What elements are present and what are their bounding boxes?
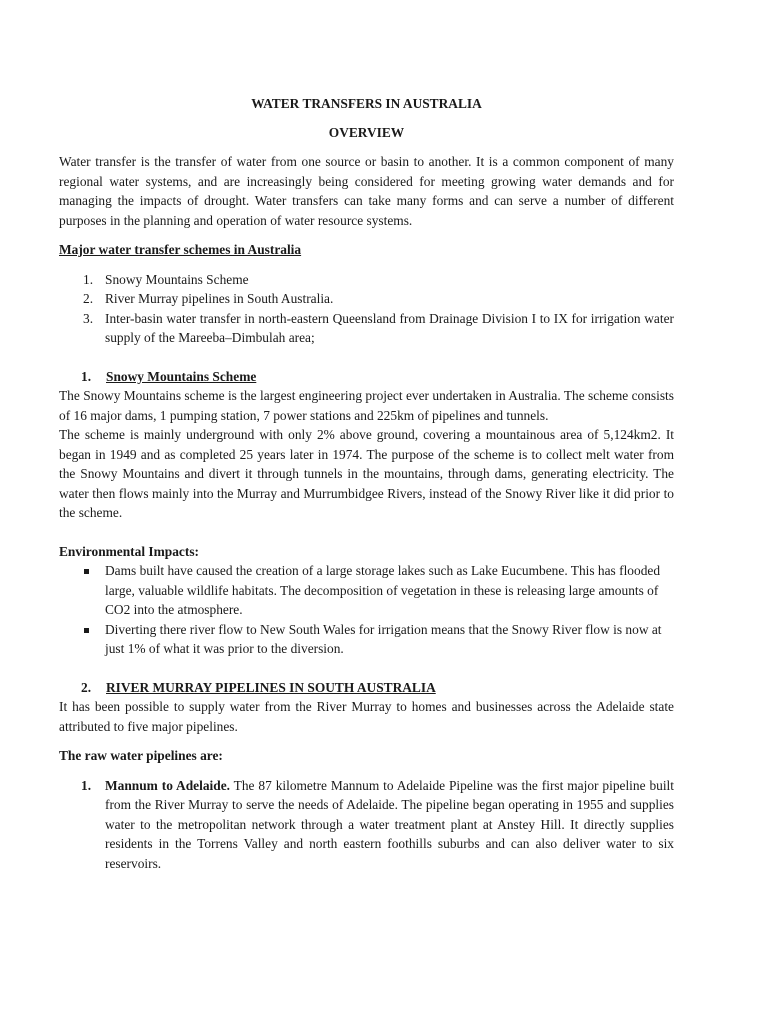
list-item-text: Snowy Mountains Scheme xyxy=(105,271,249,287)
list-number: 1. xyxy=(83,271,94,287)
environmental-impacts-heading: Environmental Impacts: xyxy=(59,543,199,559)
section-title: RIVER MURRAY PIPELINES IN SOUTH AUSTRALIA xyxy=(106,679,436,695)
list-number: 2. xyxy=(83,291,94,306)
section-title: Snowy Mountains Scheme xyxy=(106,368,257,384)
snowy-paragraph-2: The scheme is mainly underground with only 2% above ground, covering a mountainous area of 5,124km2. It began in 1949 and as completed 25 years later in 1974. The purpose of the scheme is to collect melt water from the Snowy Mountains and divert it through tunnels in the mountains, through dams, generating electricity. The water then flows mainly into the Murray and Murrumbidgee Rivers, instead of the Snowy River like it did prior to the scheme. xyxy=(59,427,674,520)
square-bullet-icon xyxy=(84,569,89,574)
list-number: 1. xyxy=(81,777,92,793)
document-title: WATER TRANSFERS IN AUSTRALIA xyxy=(251,96,482,111)
major-schemes-list xyxy=(59,270,674,348)
murray-paragraph: It has been possible to supply water from the River Murray to homes and businesses across the Adelaide state attributed to five major pipelines. xyxy=(59,699,674,734)
list-item-text: Inter-basin water transfer in north-eastern Queensland from Drainage Division I to IX for irrigation water supply of the Mareeba–Dimbulah area; xyxy=(105,310,674,345)
murray-section-heading xyxy=(59,678,674,698)
list-item xyxy=(59,776,674,874)
section-number: 1. xyxy=(81,368,92,384)
document-subtitle: OVERVIEW xyxy=(328,124,405,140)
list-item xyxy=(59,561,674,620)
pipeline-name: Mannum to Adelaide. xyxy=(105,777,230,793)
list-item xyxy=(59,270,674,290)
list-item xyxy=(59,620,674,659)
section-number: 2. xyxy=(81,679,92,695)
list-number: 3. xyxy=(83,310,94,326)
intro-paragraph: Water transfer is the transfer of water from one source or basin to another. It is a common component of many regional water systems, and are increasingly being considered for meeting growing water demands and for managing the impacts of drought. Water transfers can take many forms and can serve a number of different purposes in the planning and operation of water resource systems. xyxy=(59,154,674,228)
raw-pipelines-heading: The raw water pipelines are: xyxy=(59,748,223,763)
environmental-impacts-list xyxy=(59,561,674,659)
snowy-section-heading xyxy=(59,367,674,387)
list-item xyxy=(59,309,674,348)
list-item-text: River Murray pipelines in South Australia. xyxy=(105,291,334,306)
list-item-text: Diverting there river flow to New South Wales for irrigation means that the Snowy River flow is now at just 1% of what it was prior to the diversion. xyxy=(105,621,662,656)
snowy-paragraph-1: The Snowy Mountains scheme is the largest engineering project ever undertaken in Australia. The scheme consists of 16 major dams, 1 pumping station, 7 power stations and 225km of pipelines and tunnels. xyxy=(59,388,674,423)
square-bullet-icon xyxy=(84,628,89,633)
list-item-text: Dams built have caused the creation of a large storage lakes such as Lake Eucumbene. This has flooded large, valuable wildlife habitats. The decomposition of vegetation in these is releasing large amounts of CO2 into the atmosphere. xyxy=(105,563,661,617)
major-schemes-heading: Major water transfer schemes in Australia xyxy=(59,242,302,257)
pipeline-description: The 87 kilometre Mannum to Adelaide Pipeline was the first major pipeline built from the River Murray to serve the needs of Adelaide. The pipeline began operating in 1955 and supplies water to the metropolitan network through a water treatment plant at Anstey Hill. It directly supplies residents in the Torrens Valley and north eastern foothills suburbs and can also deliver water to six reservoirs. xyxy=(105,777,674,871)
raw-pipelines-list xyxy=(59,776,674,874)
list-item xyxy=(59,289,674,309)
